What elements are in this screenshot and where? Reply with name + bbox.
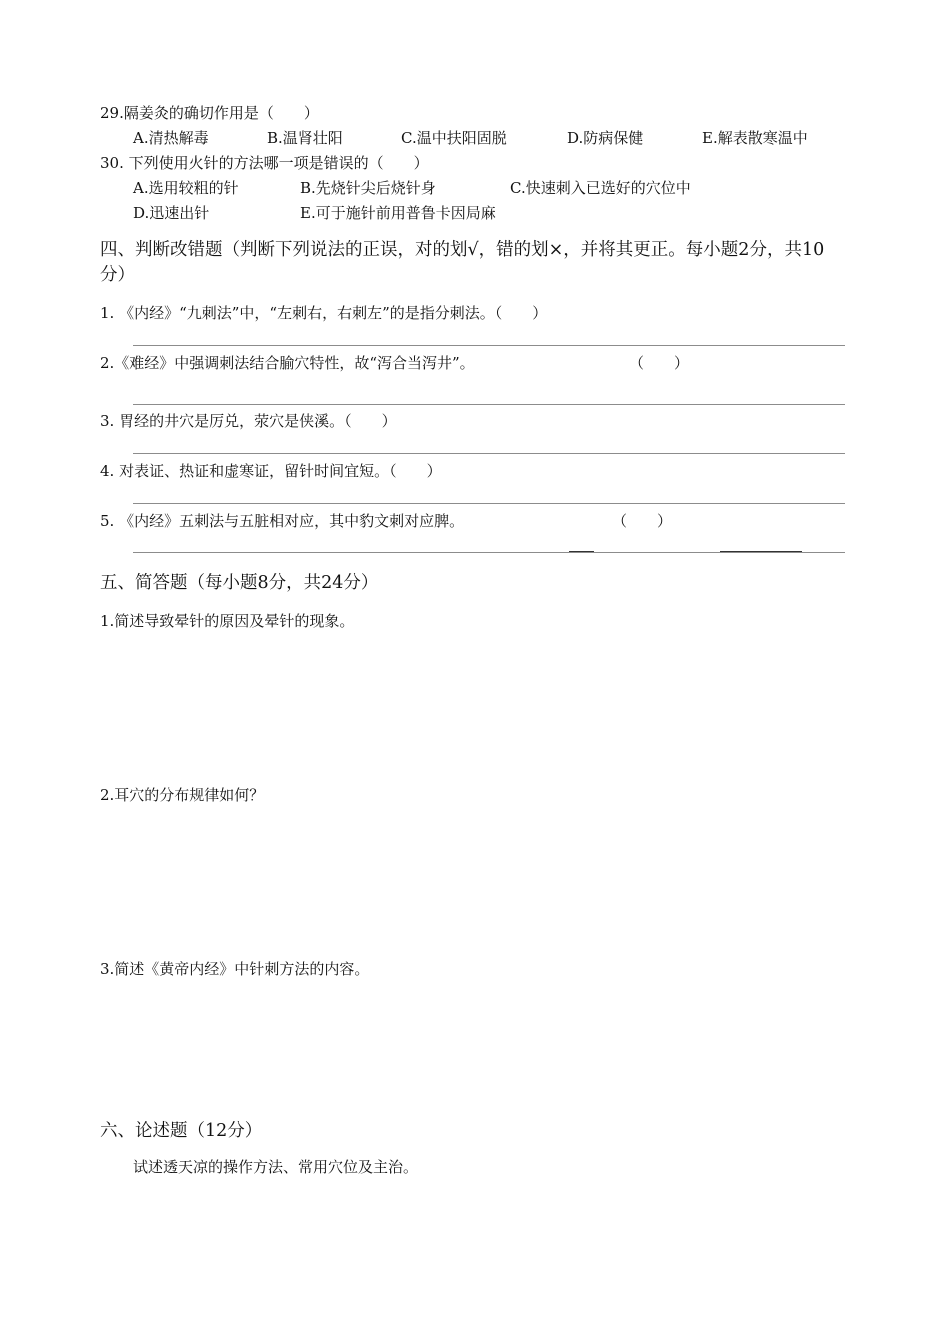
question-30-option-e: E.可于施针前用普鲁卡因局麻 bbox=[300, 204, 496, 222]
question-30-option-d: D.迅速出针 bbox=[133, 204, 210, 222]
answer-line-5 bbox=[133, 552, 845, 553]
question-29-option-a: A.清热解毒 bbox=[133, 129, 209, 147]
section-6-heading: 六、论述题（12分） bbox=[100, 1121, 263, 1141]
judge-item-5-blank: （ ） bbox=[612, 512, 673, 530]
question-29-option-d: D.防病保健 bbox=[567, 129, 644, 147]
question-30-option-a: A.选用较粗的针 bbox=[133, 179, 239, 197]
judge-item-1: 1. 《内经》“九刺法”中，“左刺右，右刺左”的是指分刺法。（ ） bbox=[100, 304, 548, 322]
judge-item-4: 4. 对表证、热证和虚寒证，留针时间宜短。（ ） bbox=[100, 462, 442, 480]
judge-item-2: 2.《难经》中强调刺法结合腧穴特性，故“泻合当泻井”。 bbox=[100, 354, 475, 372]
underline-mark bbox=[569, 551, 594, 552]
question-29-option-e: E.解表散寒温中 bbox=[702, 129, 808, 147]
short-answer-1: 1.简述导致晕针的原因及晕针的现象。 bbox=[100, 612, 355, 630]
judge-item-5: 5. 《内经》五刺法与五脏相对应，其中豹文刺对应脾。 bbox=[100, 512, 465, 530]
question-30-stem: 30. 下列使用火针的方法哪一项是错误的（ ） bbox=[100, 154, 429, 172]
answer-line-3 bbox=[133, 453, 845, 454]
answer-line-1 bbox=[133, 345, 845, 346]
short-answer-2: 2.耳穴的分布规律如何？ bbox=[100, 786, 265, 804]
answer-line-4 bbox=[133, 503, 845, 504]
section-4-heading-cont: 分） bbox=[100, 265, 135, 285]
essay-question: 试述透天凉的操作方法、常用穴位及主治。 bbox=[133, 1158, 419, 1176]
judge-item-2-blank: （ ） bbox=[629, 354, 690, 372]
section-5-heading: 五、简答题（每小题8分，共24分） bbox=[100, 573, 379, 593]
question-29-option-c: C.温中扶阳固脱 bbox=[401, 129, 507, 147]
section-4-heading: 四、判断改错题（判断下列说法的正误，对的划√，错的划×，并将其更正。每小题2分，共10 bbox=[100, 240, 825, 260]
question-30-option-c: C.快速刺入已选好的穴位中 bbox=[510, 179, 691, 197]
underline-mark bbox=[720, 551, 802, 552]
question-29-option-b: B.温肾壮阳 bbox=[267, 129, 343, 147]
answer-line-2 bbox=[133, 404, 845, 405]
question-29-stem: 29.隔姜灸的确切作用是（ ） bbox=[100, 104, 319, 122]
judge-item-3: 3. 胃经的井穴是厉兑，荥穴是侠溪。（ ） bbox=[100, 412, 397, 430]
question-30-option-b: B.先烧针尖后烧针身 bbox=[300, 179, 436, 197]
short-answer-3: 3.简述《黄帝内经》中针刺方法的内容。 bbox=[100, 960, 370, 978]
